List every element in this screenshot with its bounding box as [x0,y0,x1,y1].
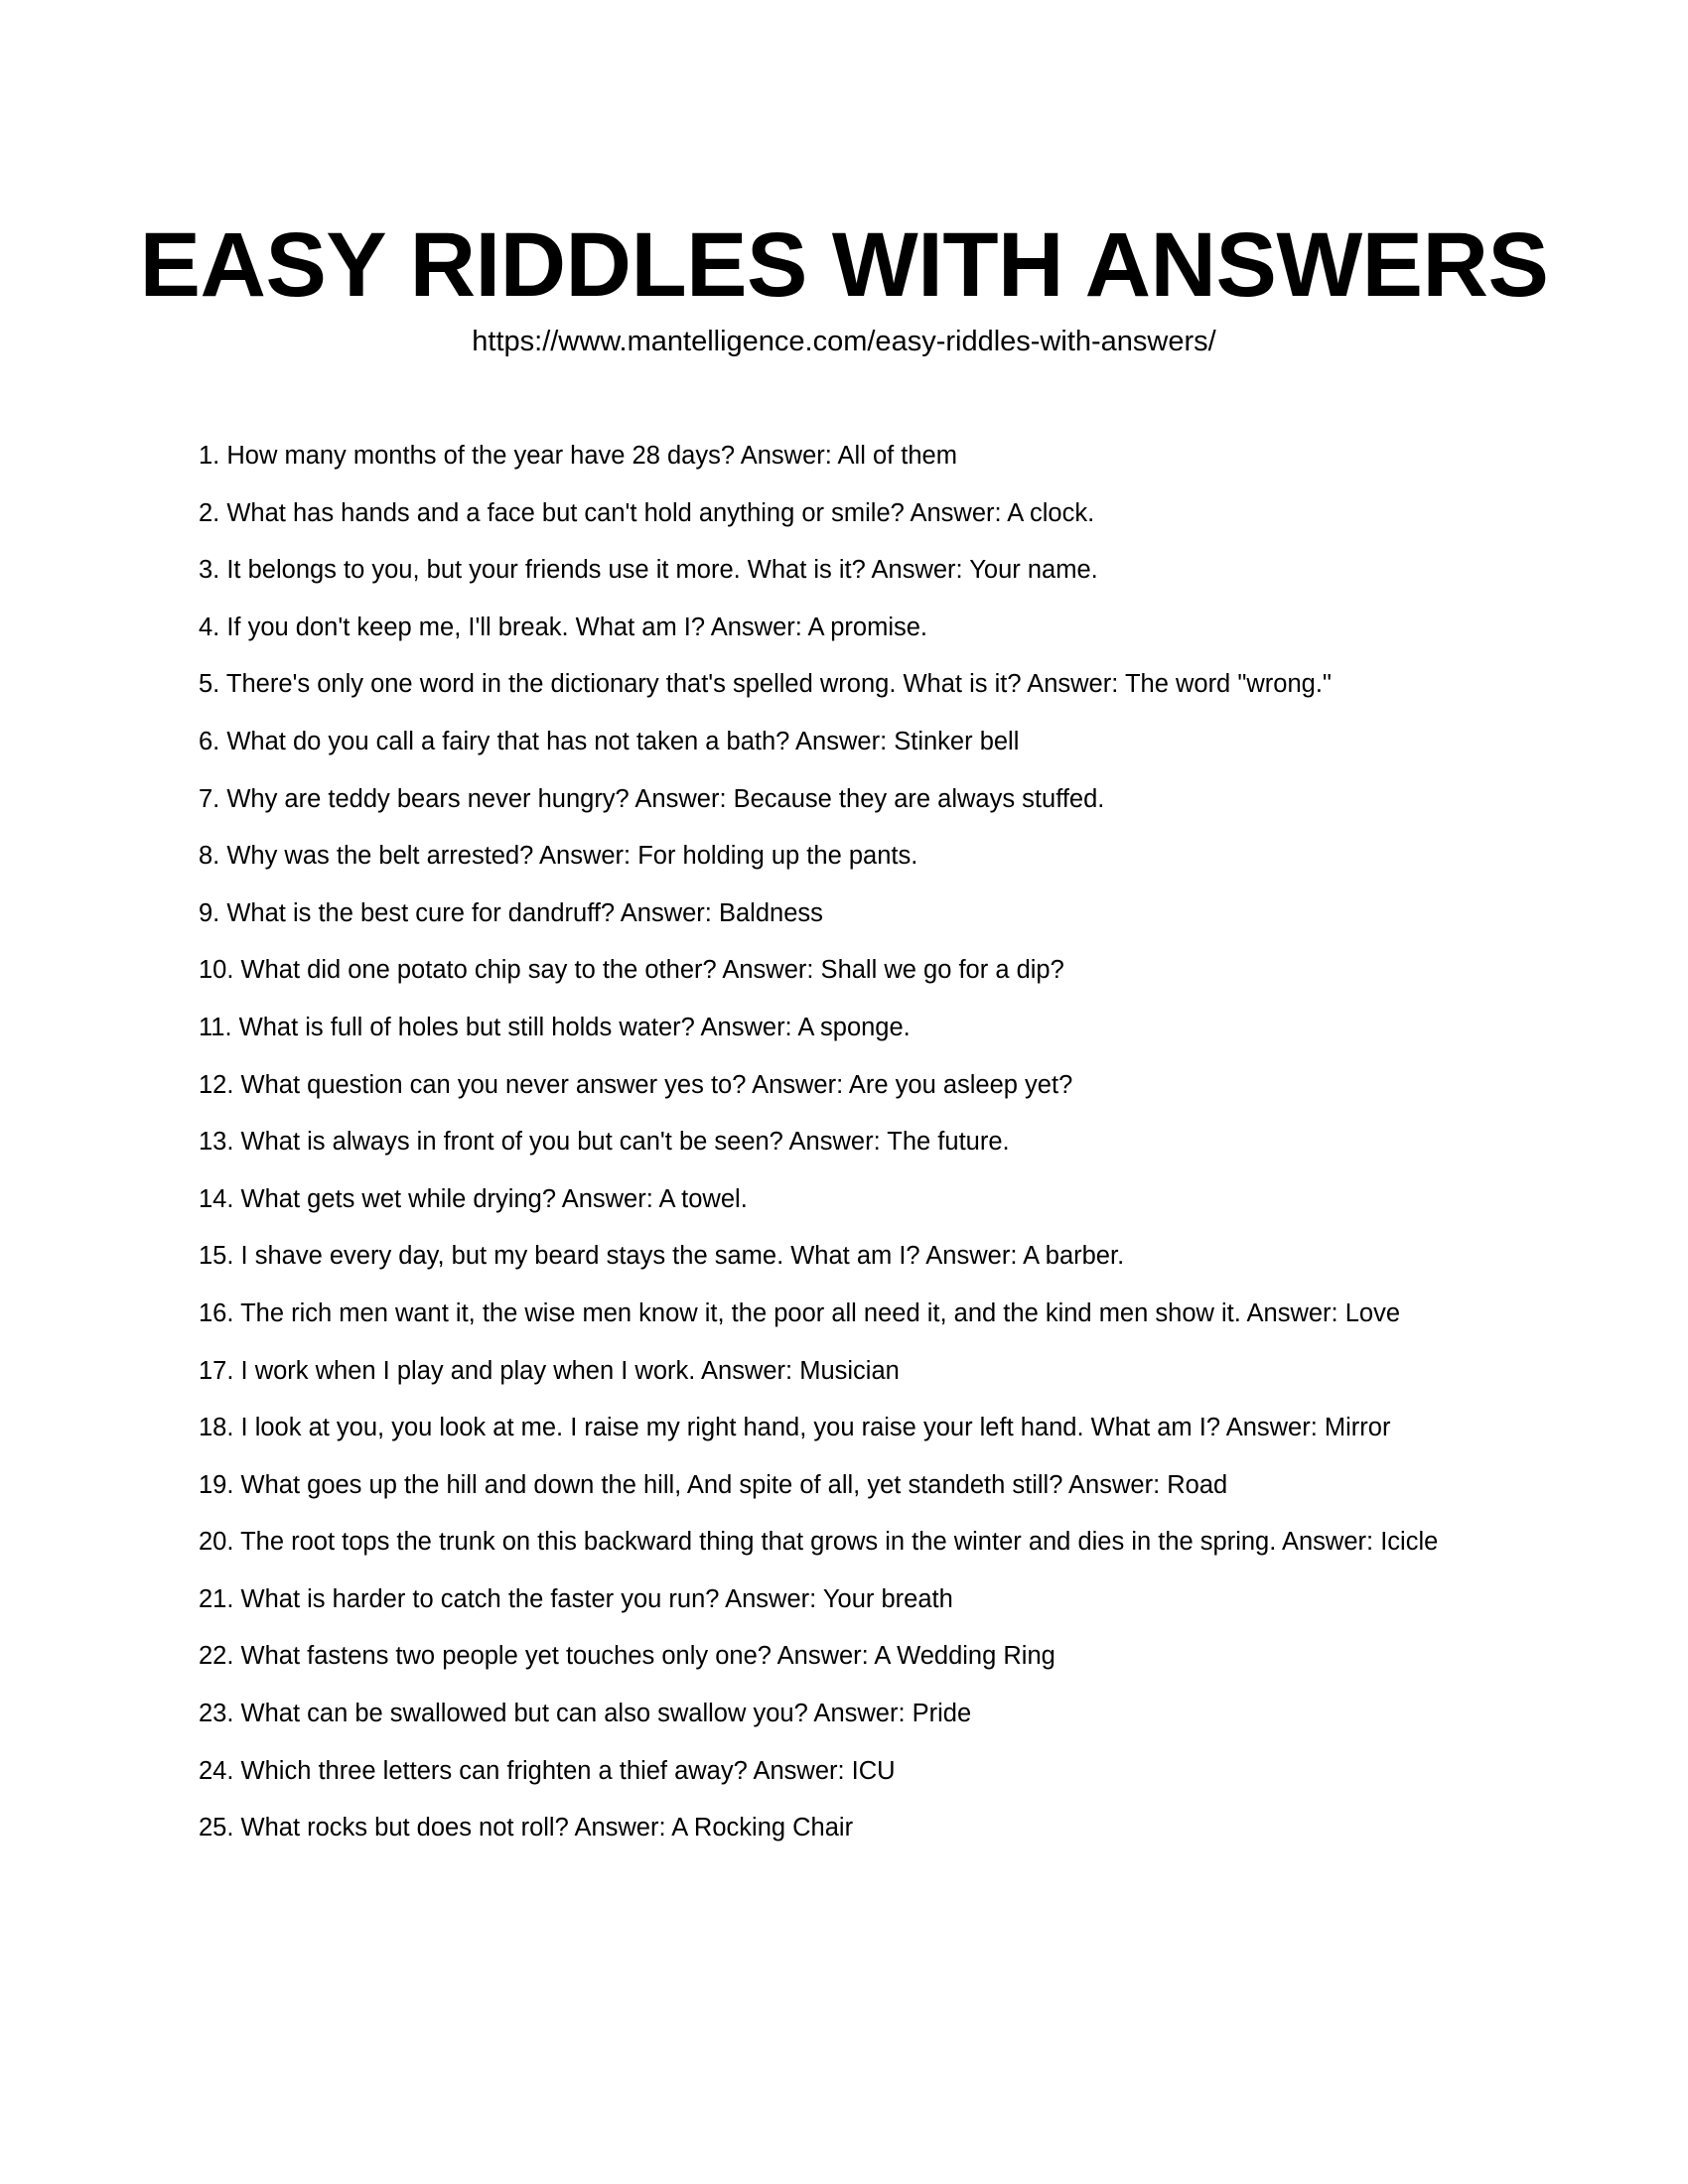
riddle-item: 3. It belongs to you, but your friends use it more. What is it? Answer: Your name. [199,556,1098,585]
riddle-item: 20. The root tops the trunk on this backward thing that grows in the winter and dies in the spring. Answer: Icicle [199,1528,1439,1557]
riddle-item: 17. I work when I play and play when I work. Answer: Musician [199,1356,900,1385]
riddle-item: 7. Why are teddy bears never hungry? Answer: Because they are always stuffed. [199,784,1105,813]
source-url-link[interactable]: https://www.mantelligence.com/easy-riddles-with-answers/ [472,326,1216,357]
riddle-item: 24. Which three letters can frighten a thief away? Answer: ICU [199,1756,896,1785]
riddle-item: 8. Why was the belt arrested? Answer: For holding up the pants. [199,842,918,871]
riddle-item: 2. What has hands and a face but can't hold anything or smile? Answer: A clock. [199,498,1095,527]
riddle-list [199,438,1549,1867]
riddle-item: 14. What gets wet while drying? Answer: A towel. [199,1184,748,1213]
riddle-item: 25. What rocks but does not roll? Answer: A Rocking Chair [199,1814,854,1843]
riddle-item: 12. What question can you never answer yes to? Answer: Are you asleep yet? [199,1070,1073,1099]
riddle-item: 9. What is the best cure for dandruff? Answer: Baldness [199,898,823,927]
page-title: EASY RIDDLES WITH ANSWERS [139,214,1549,316]
riddle-item: 10. What did one potato chip say to the other? Answer: Shall we go for a dip? [199,956,1064,985]
riddle-item: 16. The rich men want it, the wise men know it, the poor all need it, and the kind men show it. Answer: Love [199,1298,1401,1327]
riddle-item: 6. What do you call a fairy that has not taken a bath? Answer: Stinker bell [199,727,1020,755]
riddle-item: 15. I shave every day, but my beard stays the same. What am I? Answer: A barber. [199,1242,1125,1271]
riddle-item: 21. What is harder to catch the faster you run? Answer: Your breath [199,1584,953,1613]
riddle-item: 5. There's only one word in the dictionary that's spelled wrong. What is it? Answer: The word "wrong." [199,670,1332,699]
riddle-item: 23. What can be swallowed but can also swallow you? Answer: Pride [199,1700,972,1728]
riddle-item: 11. What is full of holes but still holds water? Answer: A sponge. [199,1013,911,1041]
riddle-item: 18. I look at you, you look at me. I raise my right hand, you raise your left hand. What am I? Answer: Mirror [199,1414,1391,1442]
riddle-item: 19. What goes up the hill and down the hill, And spite of all, yet standeth still? Answer: Road [199,1470,1228,1499]
riddle-item: 4. If you don't keep me, I'll break. What am I? Answer: A promise. [199,613,927,641]
riddle-item: 22. What fastens two people yet touches only one? Answer: A Wedding Ring [199,1642,1055,1671]
riddle-item: 1. How many months of the year have 28 days? Answer: All of them [199,442,957,470]
riddle-item: 13. What is always in front of you but can't be seen? Answer: The future. [199,1128,1010,1157]
